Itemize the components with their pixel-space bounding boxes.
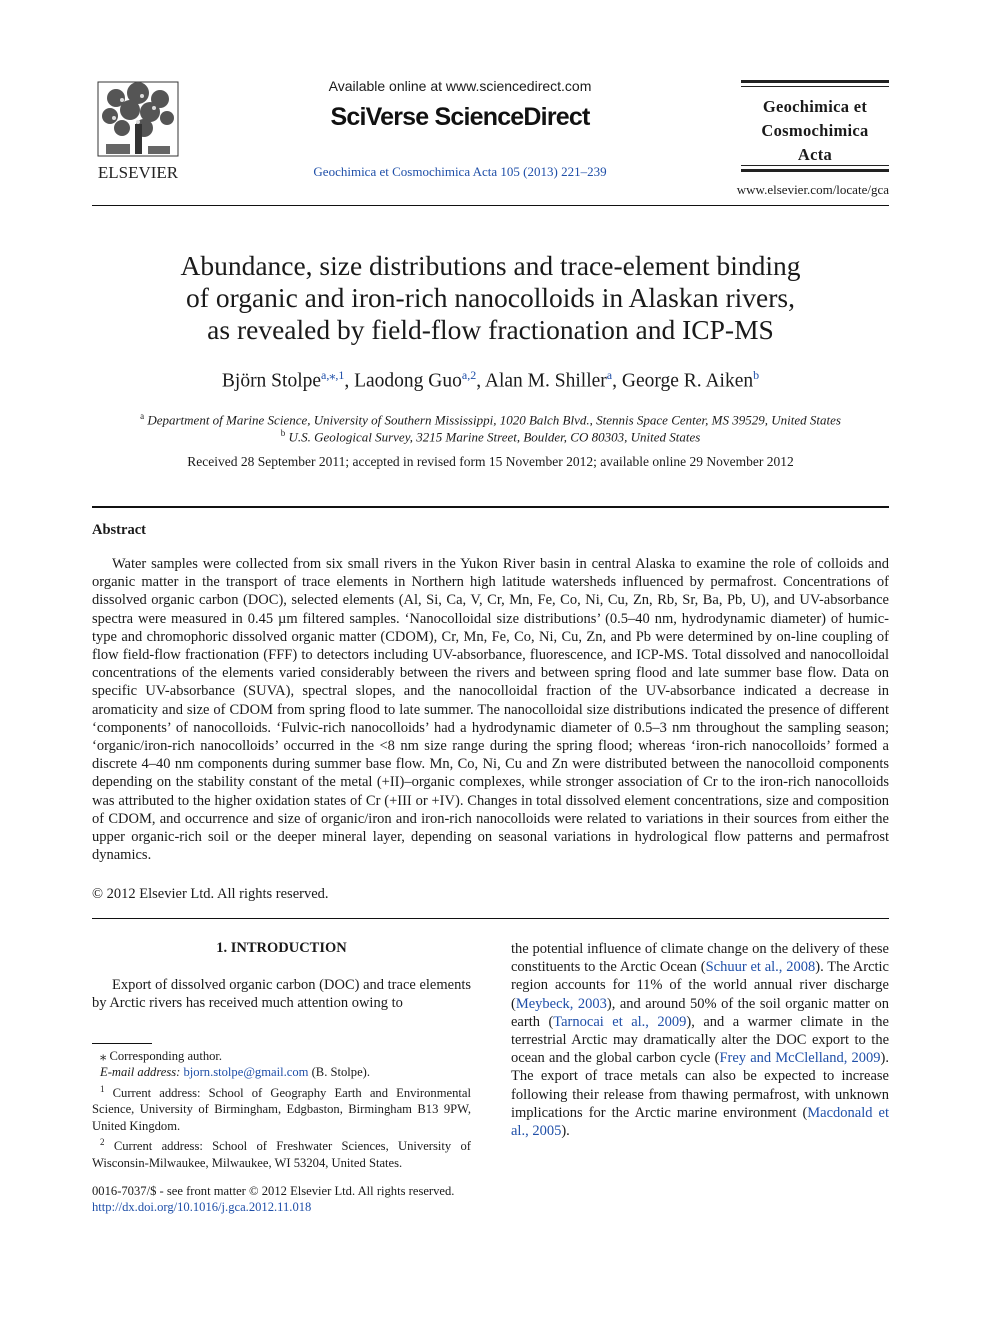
intro-paragraph-left: Export of dissolved organic carbon (DOC) and trace elements by Arctic rivers has received much attention owing to <box>92 977 471 1012</box>
section-heading-introduction: 1. INTRODUCTION <box>216 940 347 956</box>
abstract-body <box>92 555 889 864</box>
footnote-rule <box>92 1043 152 1044</box>
issn-line: 0016-7037/$ - see front matter © 2012 Elsevier Ltd. All rights reserved. <box>92 1184 455 1198</box>
author-affiliation-mark[interactable]: b <box>753 368 760 382</box>
email-note: E-mail address: bjorn.stolpe@gmail.com (B. Stolpe). <box>100 1065 371 1080</box>
author-affiliation-mark[interactable]: a,⁎,1 <box>321 368 345 382</box>
journal-citation[interactable]: Geochimica et Cosmochimica Acta 105 (2013) 221–239 <box>313 164 607 179</box>
citation-link[interactable]: Macdonald et al., 2005 <box>511 1104 890 1140</box>
article-history: Received 28 September 2011; accepted in revised form 15 November 2012; available online 29 November 2012 <box>187 454 794 469</box>
author-affiliation-mark[interactable]: a <box>606 368 613 382</box>
author-list: Björn Stolpe$^{a,⁎,1}$, Laodong Guo$^{a,2}$, Alan M. Shiller$^a$, George R. Aiken$^b$ <box>221 368 760 392</box>
journal-homepage-link[interactable]: www.elsevier.com/locate/gca <box>736 182 889 197</box>
article-title: Abundance, size distributions and trace-element binding of organic and iron-rich nanocolloids in Alaskan rivers, as revealed by field-flow fractionation and ICP-MS <box>180 250 801 345</box>
citation-link[interactable]: Tarnocai et al., 2009 <box>553 1013 687 1030</box>
footnote-2: $^2$ Current address: School of Freshwater Sciences, University of Wisconsin-Milwaukee, Milwaukee, WI 53204, United States. <box>92 1137 471 1170</box>
author-name[interactable]: George R. Aiken <box>621 370 754 392</box>
author-name[interactable]: Laodong Guo <box>354 370 462 392</box>
author-affiliation-mark[interactable]: a,2 <box>461 368 477 382</box>
citation-link[interactable]: Schuur et al., 2008 <box>705 959 816 976</box>
footnote-1: $^1$ Current address: School of Geography Earth and Environmental Science, University of Birmingham, Edgbaston, Birmingham B13 9PW, United Kingdom. <box>92 1083 471 1133</box>
author-name[interactable]: Alan M. Shiller <box>484 370 607 392</box>
affiliation-b: $^b$ U.S. Geological Survey, 3215 Marine Street, Boulder, CO 80303, United States <box>280 428 701 445</box>
copyright-notice: © 2012 Elsevier Ltd. All rights reserved. <box>92 886 329 902</box>
available-online-text[interactable]: Available online at www.sciencedirect.com <box>328 78 592 94</box>
abstract-heading: Abstract <box>92 522 146 538</box>
abstract-paragraph: Water samples were collected from six small rivers in the Yukon River basin in central Alaska to examine the role of colloids and organic matter in the transport of trace elements in Northern high latitude watersheds influenced by permafrost. Concentrations of dissolved organic carbon (DOC), selected elements (Al, Si, Ca, V, Cr, Mn, Fe, Co, Ni, Cu, Zn, Rb, Sr, Ba, Pb, U), and UV-absorbance spectra were measured in 0.45 µm filtered samples. ‘Nanocolloidal size distributions’ (0.5–40 nm, hydrodynamic diameter) of humic-type and chromophoric dissolved organic matter (CDOM), Cr, Mn, Fe, Co, Ni, Cu, Zn, and Pb were determined by on-line coupling of flow field-flow fractionation (FFF) to detectors including UV-absorbance, fluorescence, and ICP-MS. Total dissolved and nanocolloidal concentrations of the elements varied considerably between the rivers and between spring flood and late summer base flow. Data on specific UV-absorbance (SUVA), spectral slopes, and the nanocolloidal fraction of the UV-absorbance indicated a decrease in aromaticity and size of CDOM from spring flood to late summer. The nanocolloidal size distributions indicated the presence of different ‘components’ of nanocolloids. ‘Fulvic-rich nanocolloids’ had a hydrodynamic diameter of 0.5–3 nm throughout the sampling season; ‘organic/iron-rich nanocolloids’ occurred in the <8 nm size range during the spring flood; whereas ‘iron-rich nanocolloids’ formed a discrete 4–40 nm components during summer base flow. Mn, Co, Ni, Cu and Zn were distributed between the nanocolloid components depending on the stability constant of the metal (+II)–organic complexes, while stronger association of Cr to the iron-rich nanocolloids was attributed to the higher oxidation states of Cr (+III or +IV). Changes in total dissolved element concentrations, size and composition of CDOM, and occurrence and size of organic/iron and iron-rich nanocolloids were related to variations in their sources from either the upper organic-rich soil or the deeper mineral layer, depending on seasonal variations in hydrological flow patterns and permafrost dynamics. <box>92 556 889 864</box>
intro-paragraph-right: the potential influence of climate change on the delivery of these constituents to the Arctic Ocean (Schuur et al., 2008). The Arctic region accounts for 11% of the world annual river discharge (Meybeck, 2003), and around 50% of the soil organic matter on earth (Tarnocai et al., 2009), and a warmer climate in the terrestrial Arctic may dramatically alter the DOC export to the ocean and the global carbon cycle (Frey and McClelland, 2009). The export of trace metals can also be expected to increase following their release from thawing permafrost, with unknown implications for the Arctic marine environment (Macdonald et al., 2005). <box>511 941 890 1140</box>
author-email-link[interactable]: bjorn.stolpe@gmail.com <box>183 1065 309 1080</box>
elsevier-tree-icon <box>92 78 184 182</box>
corresponding-author-note: ⁎ Corresponding author. <box>100 1049 223 1063</box>
footnotes <box>92 1048 471 1171</box>
citation-link[interactable]: Frey and McClelland, 2009 <box>719 1050 881 1067</box>
elsevier-logo[interactable] <box>92 78 184 182</box>
affiliation-a: $^a$ Department of Marine Science, University of Southern Mississippi, 1020 Balch Blvd., Stennis Space Center, MS 39529, United States <box>140 411 841 428</box>
citation-link[interactable]: Meybeck, 2003 <box>515 995 607 1012</box>
abstract-divider <box>92 918 889 919</box>
elsevier-wordmark: ELSEVIER <box>97 163 179 182</box>
header-divider <box>92 205 889 206</box>
title-divider <box>92 506 889 508</box>
journal-name: Geochimica et Cosmochimica Acta <box>761 97 869 164</box>
sciencedirect-wordmark[interactable]: SciVerse ScienceDirect <box>330 103 590 131</box>
doi-link[interactable]: http://dx.doi.org/10.1016/j.gca.2012.11.018 <box>92 1200 312 1214</box>
journal-title-box[interactable] <box>741 80 889 172</box>
author-name[interactable]: Björn Stolpe <box>221 370 322 392</box>
